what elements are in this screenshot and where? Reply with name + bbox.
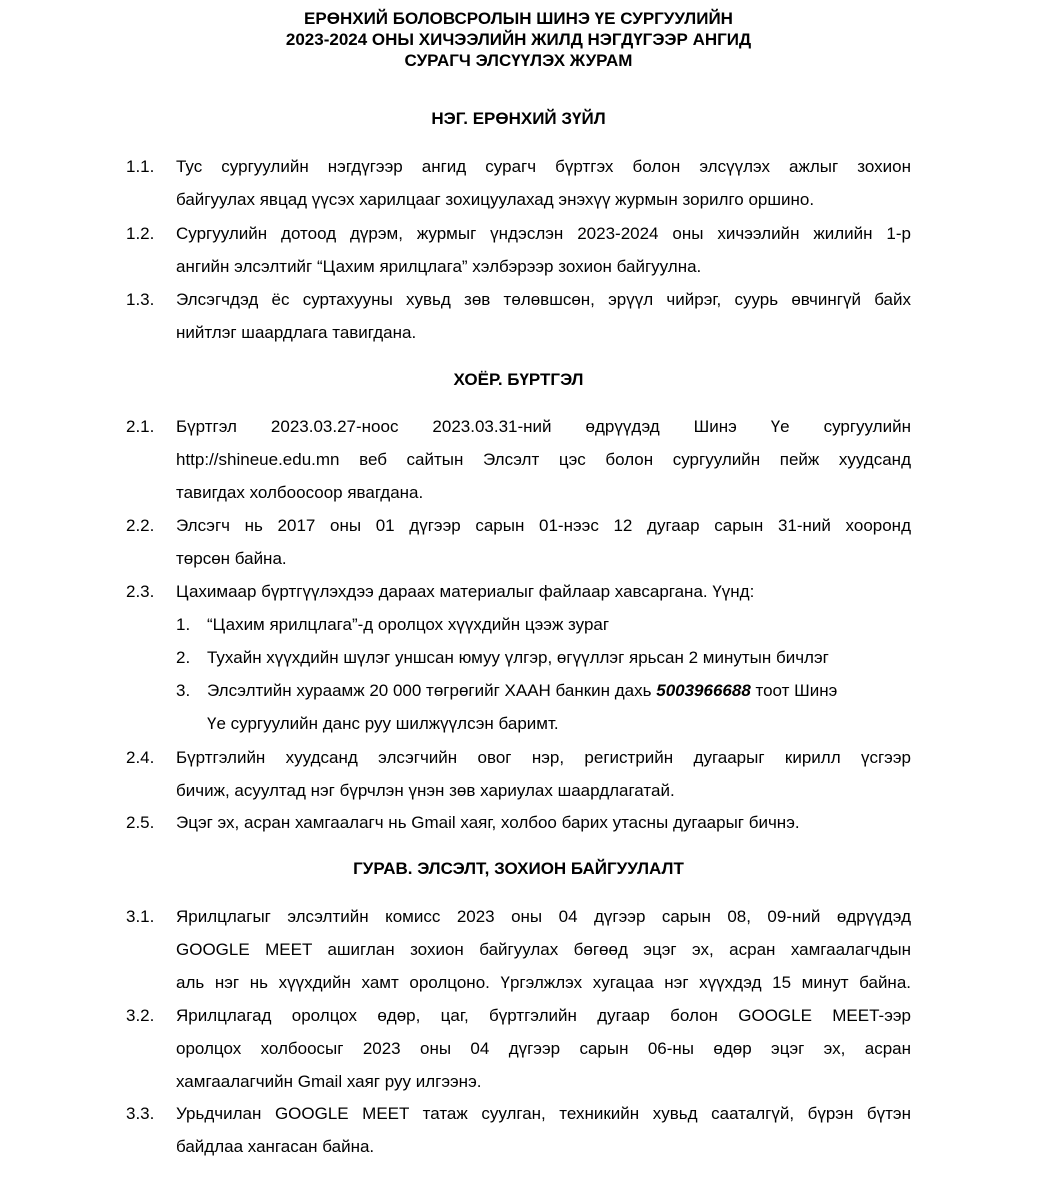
section-heading-3: ГУРАВ. ЭЛСЭЛТ, ЗОХИОН БАЙГУУЛАЛТ bbox=[353, 859, 684, 878]
clause-number: 1.1. bbox=[126, 157, 155, 176]
clause-text bbox=[176, 1097, 911, 1163]
sub-item-number: 3. bbox=[176, 681, 191, 700]
clause-number: 2.3. bbox=[126, 582, 155, 601]
clause-line: байдлаа хангасан байна. bbox=[176, 1137, 375, 1156]
clause-line: төрсөн байна. bbox=[176, 549, 287, 568]
clause-line: байгуулах явцад үүсэх харилцааг зохицуулахад энэхүү журмын зорилго оршино. bbox=[176, 190, 815, 209]
clause-line: Элсэгч нь 2017 оны 01 дүгээр сарын 01-нээс 12 дугаар сарын 31-ний хооронд bbox=[176, 516, 911, 535]
clause-number: 1.2. bbox=[126, 224, 155, 243]
clause-line: http://shineue.edu.mn веб сайтын Элсэлт цэс болон сургуулийн пейж хуудсанд bbox=[176, 450, 911, 469]
clause-text bbox=[176, 283, 911, 349]
clause-number: 1.3. bbox=[126, 290, 155, 309]
sub-item-text bbox=[207, 674, 911, 707]
clause-number: 2.2. bbox=[126, 516, 155, 535]
sub-item-number: 1. bbox=[176, 615, 191, 634]
bank-account-number: 5003966688 bbox=[656, 681, 751, 700]
clause-line: хамгаалагчийн Gmail хаяг руу илгээнэ. bbox=[176, 1072, 482, 1091]
sub-item-text-after: тоот Шинэ bbox=[750, 681, 838, 700]
sub-item-number: 2. bbox=[176, 648, 191, 667]
clause-line: Сургуулийн дотоод дүрэм, журмыг үндэслэн 2023-2024 оны хичээлийн жилийн 1-р bbox=[176, 224, 911, 243]
clause-text bbox=[176, 999, 911, 1098]
clause-line: Урьдчилан GOOGLE MEET татаж суулган, техникийн хувьд сааталгүй, бүрэн бүтэн bbox=[176, 1104, 911, 1123]
sub-item-text: Тухайн хүүхдийн шүлэг уншсан юмуу үлгэр, өгүүллэг ярьсан 2 минутын бичлэг bbox=[207, 648, 829, 667]
clause-number: 2.5. bbox=[126, 813, 155, 832]
clause-number: 2.4. bbox=[126, 748, 155, 767]
clause-text bbox=[176, 741, 911, 807]
sub-item-line: Үе сургуулийн данс руу шилжүүлсэн баримт. bbox=[207, 714, 559, 733]
clause-text bbox=[176, 150, 911, 216]
clause-line: Эцэг эх, асран хамгаалагч нь Gmail хаяг, холбоо барих утасны дугаарыг бичнэ. bbox=[176, 813, 800, 832]
section-heading-1: НЭГ. ЕРӨНХИЙ ЗҮЙЛ bbox=[431, 109, 606, 128]
clause-line: Ярилцлагыг элсэлтийн комисс 2023 оны 04 дүгээр сарын 08, 09-ний өдрүүдэд bbox=[176, 907, 911, 926]
clause-line: оролцох холбоосыг 2023 оны 04 дүгээр сарын 06-ны өдөр эцэг эх, асран bbox=[176, 1039, 911, 1058]
clause-line: Бүртгэлийн хуудсанд элсэгчийн овог нэр, регистрийн дугаарыг кирилл үсгээр bbox=[176, 748, 911, 767]
clause-line: GOOGLE MEET ашиглан зохион байгуулах бөгөөд эцэг эх, асран хамгаалагчдын bbox=[176, 940, 911, 959]
clause-number: 3.1. bbox=[126, 907, 155, 926]
sub-item-text-before: Элсэлтийн хураамж 20 000 төгрөгийг ХААН банкин дахь bbox=[207, 681, 657, 700]
clause-line: ангийн элсэлтийг “Цахим ярилцлага” хэлбэрээр зохион байгуулна. bbox=[176, 257, 702, 276]
clause-number: 2.1. bbox=[126, 417, 155, 436]
clause-line: Элсэгчдэд ёс суртахууны хувьд зөв төлөвшсөн, эрүүл чийрэг, суурь өвчингүй байх bbox=[176, 290, 911, 309]
clause-line: тавигдах холбоосоор явагдана. bbox=[176, 483, 424, 502]
sub-item-text: “Цахим ярилцлага”-д оролцох хүүхдийн цээж зураг bbox=[207, 615, 610, 634]
clause-text bbox=[176, 509, 911, 575]
clause-number: 3.2. bbox=[126, 1006, 155, 1025]
clause-line: аль нэг нь хүүхдийн хамт оролцоно. Үргэлжлэх хугацаа нэг хүүхдэд 15 минут байна. bbox=[176, 973, 911, 992]
clause-line: Ярилцлагад оролцох өдөр, цаг, бүртгэлийн дугаар болон GOOGLE MEET-ээр bbox=[176, 1006, 911, 1025]
clause-line: Тус сургуулийн нэгдүгээр ангид сурагч бүртгэх болон элсүүлэх ажлыг зохион bbox=[176, 157, 911, 176]
clause-line: Цахимаар бүртгүүлэхдээ дараах материалыг файлаар хавсаргана. Үүнд: bbox=[176, 582, 755, 601]
document-title-line-1: ЕРӨНХИЙ БОЛОВСРОЛЫН ШИНЭ ҮЕ СУРГУУЛИЙН bbox=[304, 9, 733, 28]
clause-text bbox=[176, 806, 911, 839]
clause-line: нийтлэг шаардлага тавигдана. bbox=[176, 323, 417, 342]
clause-number: 3.3. bbox=[126, 1104, 155, 1123]
clause-text bbox=[176, 217, 911, 283]
clause-text bbox=[176, 410, 911, 509]
document-title-line-2: 2023-2024 ОНЫ ХИЧЭЭЛИЙН ЖИЛД НЭГДҮГЭЭР АНГИД bbox=[285, 30, 752, 49]
clause-line: Бүртгэл 2023.03.27-ноос 2023.03.31-ний өдрүүдэд Шинэ Үе сургуулийн bbox=[176, 417, 911, 436]
section-heading-2: ХОЁР. БҮРТГЭЛ bbox=[453, 370, 584, 389]
sub-item-line bbox=[207, 674, 911, 707]
clause-text bbox=[176, 575, 911, 608]
document-title-line-3: СУРАГЧ ЭЛСҮҮЛЭХ ЖУРАМ bbox=[404, 51, 633, 70]
clause-text bbox=[176, 900, 911, 999]
clause-line: бичиж, асуултад нэг бүрчлэн үнэн зөв хариулах шаардлагатай. bbox=[176, 781, 675, 800]
